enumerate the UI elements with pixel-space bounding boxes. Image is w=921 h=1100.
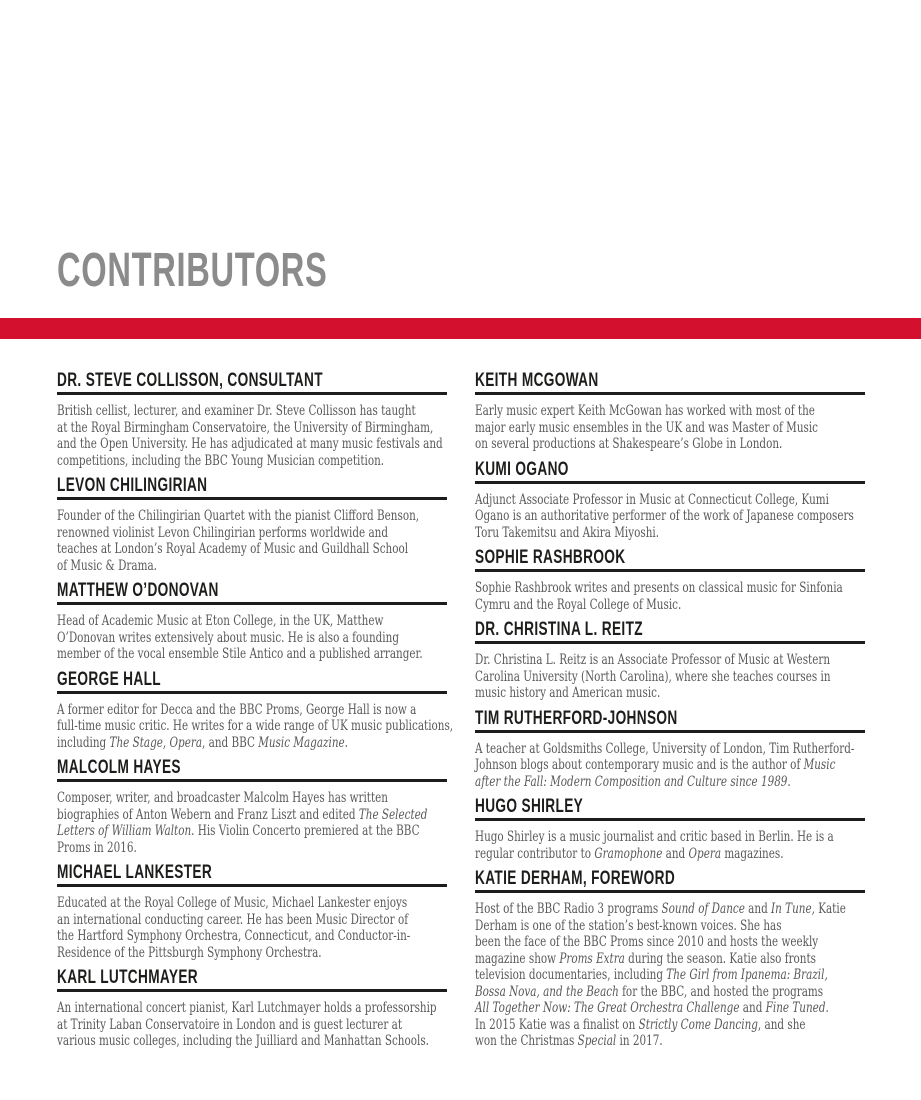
bio-line: the Hartford Symphony Orchestra, Connecticut, and Conductor-in- (57, 928, 411, 944)
bio-line: Hugo Shirley is a music journalist and critic based in Berlin. He is a (475, 829, 834, 845)
section-rule (475, 730, 865, 733)
contributor-section (475, 797, 865, 862)
bio-line: music history and American music. (475, 685, 661, 701)
contributor-name-text: DR. STEVE COLLISSON, CONSULTANT (57, 369, 323, 391)
section-rule (475, 818, 865, 821)
bio-line: on several productions at Shakespeare’s Globe in London. (475, 436, 783, 452)
contributor-bio (475, 741, 865, 791)
contributor-name (475, 620, 865, 638)
bio-italic-title: Music (803, 757, 836, 773)
red-accent-bar (0, 318, 921, 339)
contributor-name-text: KEITH MCGOWAN (475, 369, 599, 391)
contributor-name (57, 863, 447, 881)
bio-italic-title: Opera (169, 734, 203, 751)
bio-line: teaches at London’s Royal Academy of Music and Guildhall School (57, 541, 409, 557)
contributor-bio (57, 508, 447, 574)
contributor-name (57, 476, 447, 494)
contributor-name-text: SOPHIE RASHBROOK (475, 546, 626, 568)
contributor-section (57, 758, 447, 856)
bio-line: Proms in 2016. (57, 839, 137, 856)
bio-italic-title: The Girl from Ipanema: Brazil, (666, 967, 828, 983)
bio-line: Johnson blogs about contemporary music and is the author of Music (475, 757, 836, 773)
bio-line: Early music expert Keith McGowan has worked with most of the (475, 403, 815, 419)
contributor-name (475, 706, 865, 729)
contributor-name (57, 968, 447, 986)
contributor-name-text: LEVON CHILINGIRIAN (57, 474, 208, 496)
contributor-bio (57, 790, 447, 856)
section-rule (57, 602, 447, 605)
bio-line: Cymru and the Royal College of Music. (475, 596, 682, 613)
section-rule (57, 884, 447, 887)
bio-italic-title: Opera (688, 845, 722, 862)
contributor-bio (57, 613, 447, 663)
bio-line: various music colleges, including the Juilliard and Manhattan Schools. (57, 1033, 429, 1049)
contributors-column-right (475, 371, 865, 1057)
bio-line: Ogano is an authoritative performer of the work of Japanese composers (475, 508, 854, 524)
contributor-section (57, 371, 447, 469)
section-rule (57, 392, 447, 395)
contributor-bio (475, 580, 865, 613)
bio-line: Educated at the Royal College of Music, Michael Lankester enjoys (57, 895, 408, 911)
contributor-bio (57, 895, 447, 961)
bio-line: of Music & Drama. (57, 557, 157, 574)
contributor-name-text: HUGO SHIRLEY (475, 795, 584, 817)
bio-line: An international concert pianist, Karl Lutchmayer holds a professorship (57, 1000, 437, 1016)
bio-line: Letters of William Walton. His Violin Concerto premiered at the BBC (57, 823, 420, 839)
bio-line: at Trinity Laban Conservatoire in London and is guest lecturer at (57, 1016, 403, 1033)
bio-line: British cellist, lecturer, and examiner Dr. Steve Collisson has taught (57, 403, 416, 419)
section-rule (475, 569, 865, 572)
contributor-section (57, 667, 454, 752)
contributor-bio (475, 829, 865, 862)
section-rule (57, 989, 447, 992)
contributor-bio (57, 403, 447, 469)
bio-line: In 2015 Katie was a finalist on Strictly Come Dancing, and she (475, 1016, 806, 1033)
bio-italic-title: Letters of William Walton (57, 823, 192, 839)
bio-line: member of the vocal ensemble Stile Antico and a published arranger. (57, 646, 423, 662)
contributor-bio (475, 652, 865, 702)
contributor-bio (475, 492, 865, 542)
bio-line: an international conducting career. He has been Music Director of (57, 911, 409, 928)
contributor-name-text: MALCOLM HAYES (57, 756, 181, 778)
bio-line: O’Donovan writes extensively about music. He is also a founding (57, 629, 399, 646)
bio-line: and the Open University. He has adjudicated at many music festivals and (57, 436, 443, 452)
contributor-section (57, 476, 447, 574)
bio-line: including The Stage, Opera, and BBC Music Magazine. (57, 734, 348, 751)
bio-line: All Together Now: The Great Orchestra Challenge and Fine Tuned. (475, 1000, 829, 1016)
section-rule (57, 497, 447, 500)
bio-line: A former editor for Decca and the BBC Proms, George Hall is now a (57, 701, 417, 718)
bio-italic-title: Special (577, 1033, 617, 1049)
bio-line: A teacher at Goldsmiths College, University of London, Tim Rutherford- (475, 740, 855, 757)
bio-italic-title: Sound of Dance (661, 901, 745, 917)
contributor-name (57, 371, 447, 389)
contributor-bio (475, 901, 865, 1050)
bio-line: Composer, writer, and broadcaster Malcolm Hayes has written (57, 790, 388, 806)
bio-italic-title: In Tune, (771, 901, 815, 917)
bio-italic-title: Music Magazine (258, 734, 345, 751)
bio-line: biographies of Anton Webern and Franz Liszt and edited The Selected (57, 806, 428, 823)
bio-line: magazine show Proms Extra during the season. Katie also fronts (475, 950, 817, 967)
contributor-name (57, 581, 447, 599)
bio-line: Adjunct Associate Professor in Music at Connecticut College, Kumi (475, 491, 829, 508)
contributor-section (475, 371, 865, 453)
bio-italic-title: Proms Extra (559, 950, 625, 967)
bio-line: Sophie Rashbrook writes and presents on classical music for Sinfonia (475, 580, 843, 596)
contributor-name-text: GEORGE HALL (57, 667, 161, 690)
bio-italic-title: after the Fall: Modern Composition and Culture since 1989 (475, 773, 788, 790)
bio-italic-title: Gramophone (594, 845, 663, 862)
bio-line: Carolina University (North Carolina), where she teaches courses in (475, 668, 831, 685)
contributor-section (475, 548, 865, 613)
contributor-name-text: DR. CHRISTINA L. REITZ (475, 618, 643, 640)
bio-italic-title: All Together Now: The Great Orchestra Challenge (475, 1000, 740, 1016)
contributor-name-text: KUMI OGANO (475, 457, 569, 480)
bio-line: Head of Academic Music at Eton College, in the UK, Matthew (57, 613, 384, 629)
bio-line: Founder of the Chilingirian Quartet with the pianist Clifford Benson, (57, 508, 420, 524)
bio-line: regular contributor to Gramophone and Opera magazines. (475, 845, 784, 862)
section-rule (475, 890, 865, 893)
contributor-bio (57, 701, 454, 752)
contributor-name (475, 797, 865, 815)
bio-italic-title: Fine Tuned. (765, 1000, 829, 1016)
section-rule (475, 481, 865, 484)
contributor-section (475, 620, 865, 702)
contributors-column-left (57, 369, 454, 1057)
bio-line: major early music ensembles in the UK and was Master of Music (475, 419, 819, 436)
page-title (57, 244, 455, 297)
contributor-name-text: KATIE DERHAM, FOREWORD (475, 867, 676, 889)
contributor-bio (475, 403, 865, 453)
bio-line: Derham is one of the station’s best-known voices. She has (475, 917, 782, 934)
contributor-section (57, 581, 447, 663)
bio-line: Bossa Nova, and the Beach for the BBC, and hosted the programs (475, 983, 824, 1000)
contributor-bio (57, 1000, 447, 1050)
bio-line: renowned violinist Levon Chilingirian performs worldwide and (57, 524, 389, 541)
contributor-name-text: MICHAEL LANKESTER (57, 861, 213, 883)
bio-line: won the Christmas Special in 2017. (475, 1033, 663, 1049)
contributor-name (475, 457, 865, 480)
contributor-name (475, 371, 865, 389)
contributor-name (475, 548, 865, 566)
bio-italic-title: Strictly Come Dancing (638, 1016, 758, 1033)
bio-line: Residence of the Pittsburgh Symphony Orchestra. (57, 944, 322, 961)
section-rule (475, 392, 865, 395)
bio-line: Host of the BBC Radio 3 programs Sound of Dance and In Tune, Katie (475, 901, 846, 917)
section-rule (57, 691, 447, 694)
section-rule (57, 779, 447, 782)
bio-line: after the Fall: Modern Composition and Culture since 1989. (475, 773, 791, 790)
contributor-section (57, 863, 447, 961)
bio-italic-title: The Stage (109, 734, 163, 751)
contributor-section (475, 869, 865, 1050)
bio-line: Toru Takemitsu and Akira Miyoshi. (475, 524, 660, 541)
bio-italic-title: Bossa Nova, and the Beach (475, 983, 619, 1000)
contributor-section (475, 457, 865, 542)
bio-line: Dr. Christina L. Reitz is an Associate Professor of Music at Western (475, 652, 831, 668)
section-rule (475, 641, 865, 644)
contributor-name (57, 667, 447, 690)
bio-line: full-time music critic. He writes for a wide range of UK music publications, (57, 718, 454, 734)
page-title-text: CONTRIBUTORS (57, 244, 328, 297)
contributor-name-text: MATTHEW O’DONOVAN (57, 579, 219, 601)
contributor-name-text: TIM RUTHERFORD-JOHNSON (475, 706, 678, 729)
contributor-name-text: KARL LUTCHMAYER (57, 966, 199, 988)
bio-line: at the Royal Birmingham Conservatoire, the University of Birmingham, (57, 419, 434, 436)
bio-italic-title: The Selected (358, 806, 428, 823)
contributor-name (57, 758, 447, 776)
contributor-section (475, 706, 865, 791)
contributor-name (475, 869, 865, 887)
bio-line: competitions, including the BBC Young Musician competition. (57, 452, 385, 469)
bio-line: television documentaries, including The Girl from Ipanema: Brazil, (475, 967, 828, 983)
contributor-section (57, 968, 447, 1050)
bio-line: been the face of the BBC Proms since 2010 and hosts the weekly (475, 934, 819, 950)
